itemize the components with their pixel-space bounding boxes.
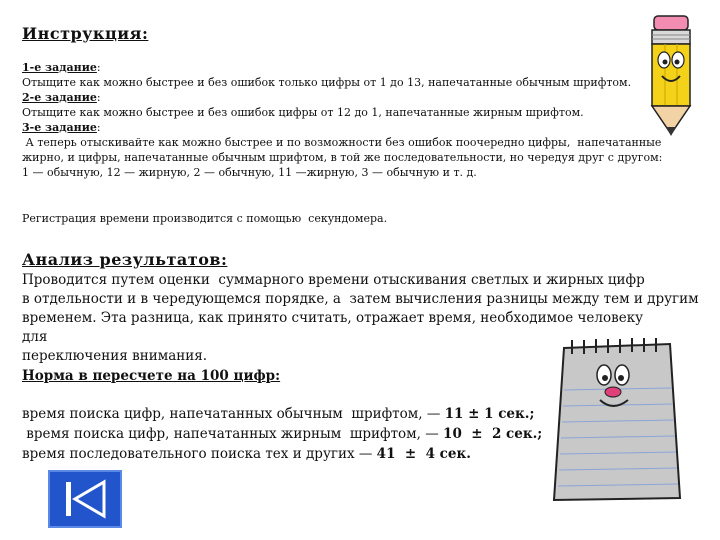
norm-line-1-value: 11 ± 1 сек.; — [444, 406, 535, 422]
back-nav-button[interactable] — [48, 470, 122, 528]
norm-line-2 — [22, 424, 542, 444]
task-3-label: 3-е задание — [22, 121, 97, 134]
analysis-line-3: временем. Эта разница, как принято считать, отражает время, необходимое человеку для — [22, 310, 644, 345]
task-3-line-3: 1 — обычную, 12 — жирную, 2 — обычную, 11 —жирную, 3 — обычную и т. д. — [22, 166, 477, 179]
analysis-heading: Анализ результатов: — [22, 250, 228, 269]
task-1-label: 1-е задание — [22, 61, 97, 74]
task-1: 1-е задание: — [22, 61, 101, 74]
norm-line-2-text: время поиска цифр, напечатанных жирным шрифтом, — — [22, 426, 444, 442]
task-2: 2-е задание: — [22, 91, 101, 104]
task-2-text: Отыщите как можно быстрее и без ошибок цифры от 12 до 1, напечатанные жирным шрифтом. — [22, 106, 584, 119]
norm-line-1 — [22, 404, 542, 424]
analysis-line-4: переключения внимания. — [22, 348, 208, 364]
norm-block — [22, 404, 542, 464]
norm-line-3-text: время последовательного поиска тех и других — — [22, 446, 377, 462]
norm-line-1-text: время поиска цифр, напечатанных обычным шрифтом, — — [22, 406, 445, 422]
task-3-line-1: А теперь отыскивайте как можно быстрее и по возможности без ошибок поочередно цифры, напечатанные — [22, 136, 662, 149]
analysis-line-1: Проводится путем оценки суммарного времени отыскивания светлых и жирных цифр — [22, 272, 645, 288]
registration-note: Регистрация времени производится с помощью секундомера. — [22, 212, 388, 225]
notepad-cartoon-icon — [542, 330, 692, 510]
task-2-label: 2-е задание — [22, 91, 97, 104]
norm-line-3 — [22, 444, 542, 464]
task-1-text: Отыщите как можно быстрее и без ошибок только цифры от 1 до 13, напечатанные обычным шрифтом. — [22, 76, 632, 89]
pencil-cartoon-icon — [636, 12, 706, 142]
analysis-line-2: в отдельности и в чередующемся порядке, а затем вычисления разницы между тем и другим — [22, 291, 699, 307]
norm-line-2-value: 10 ± 2 сек.; — [443, 426, 543, 442]
instruction-heading: Инструкция: — [22, 24, 149, 43]
skip-back-icon — [50, 472, 120, 526]
task-3: 3-е задание: — [22, 121, 101, 134]
norm-line-3-value: 41 ± 4 сек. — [376, 446, 471, 462]
norm-heading: Норма в пересчете на 100 цифр: — [22, 368, 281, 384]
instruction-block — [22, 60, 682, 180]
task-3-line-2: жирно, и цифры, напечатанные обычным шрифтом, в той же последовательности, но чередуя друг с другом: — [22, 151, 663, 164]
